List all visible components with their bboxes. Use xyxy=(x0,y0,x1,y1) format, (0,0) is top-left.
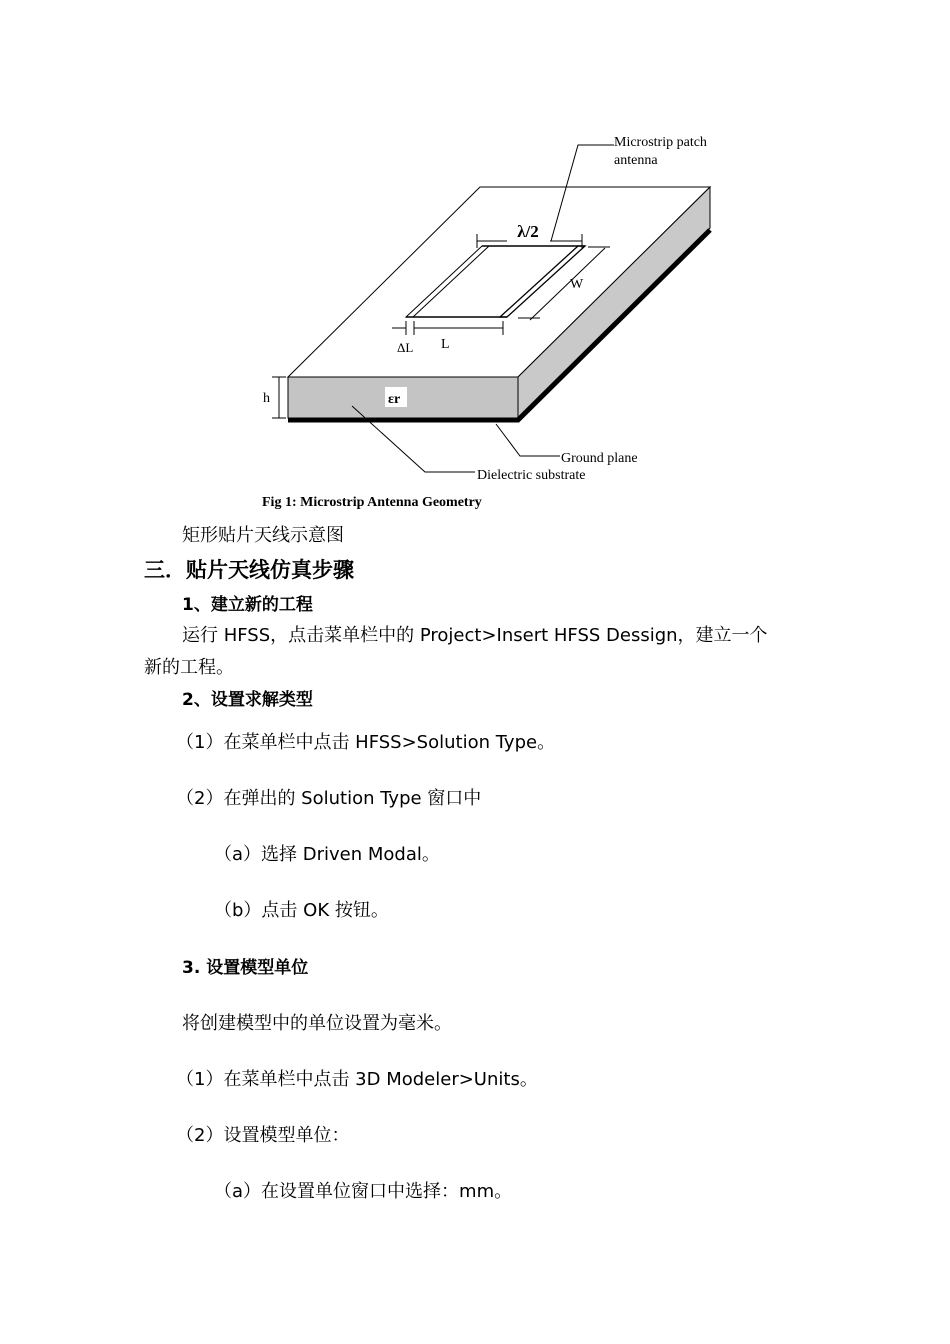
step-3-heading: 3. 设置模型单位 xyxy=(182,958,309,978)
step-3-text: 将创建模型中的单位设置为毫米。 xyxy=(182,1013,452,1034)
patch-label: Microstrip patch xyxy=(614,135,707,150)
dielectric-label: Dielectric substrate xyxy=(477,468,586,483)
patch-label-2: antenna xyxy=(614,153,658,168)
figure-caption-cn: 矩形贴片天线示意图 xyxy=(182,525,344,546)
step-2-1: （1）在菜单栏中点击 HFSS>Solution Type。 xyxy=(176,732,556,753)
step-1-text: 运行 HFSS，点击菜单栏中的 Project>Insert HFSS Dessign，建立一个 xyxy=(182,625,768,646)
step-1-heading: 1、建立新的工程 xyxy=(182,595,313,615)
step-3-1: （1）在菜单栏中点击 3D Modeler>Units。 xyxy=(176,1069,538,1090)
w-label: W xyxy=(570,277,584,292)
section-3-heading: 三．贴片天线仿真步骤 xyxy=(144,558,354,582)
microstrip-antenna-figure xyxy=(250,125,730,515)
h-label: h xyxy=(263,391,270,406)
figure-caption: Fig 1: Microstrip Antenna Geometry xyxy=(262,495,482,510)
step-2-heading: 2、设置求解类型 xyxy=(182,690,313,710)
step-3-2: （2）设置模型单位： xyxy=(176,1125,350,1146)
er-label: εr xyxy=(388,392,401,407)
step-2-2a: （a）选择 Driven Modal。 xyxy=(214,844,440,865)
step-2-2b: （b）点击 OK 按钮。 xyxy=(214,900,389,921)
l-label: L xyxy=(441,337,450,352)
ground-plane-label: Ground plane xyxy=(561,451,638,466)
step-2-2: （2）在弹出的 Solution Type 窗口中 xyxy=(176,788,482,809)
lambda-label: λ/2 xyxy=(517,222,539,241)
delta-l-label: ΔL xyxy=(397,340,414,355)
step-3-2a: （a）在设置单位窗口中选择：mm。 xyxy=(214,1181,513,1202)
step-1-text-cont: 新的工程。 xyxy=(144,657,234,678)
